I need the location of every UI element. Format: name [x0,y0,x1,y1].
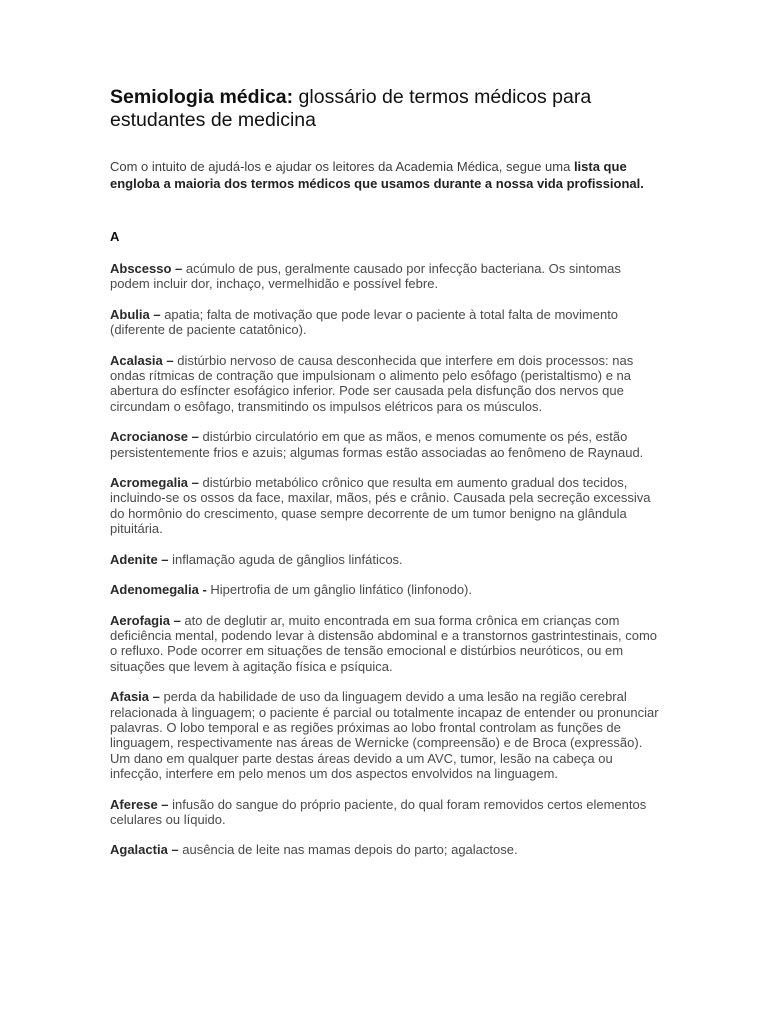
entry-definition: ato de deglutir ar, muito encontrada em sua forma crônica em crianças com deficiência mental, podendo levar à distensão abdominal e a transtornos gastrintestinais, como o refluxo. Pode ocorrer em situações de tensão emocional e distúrbios neuróticos, ou em situações que levem à agitação física e psíquica. [110,612,658,674]
entry-definition: distúrbio metabólico crônico que resulta em aumento gradual dos tecidos, incluindo-se os ossos da face, maxilar, mãos, pés e crânio. Causada pela secreção excessiva do hormônio do crescimento, quase sempre decorrente de um tumor benigno na glândula pituitária. [110,475,651,537]
glossary-entry [110,475,660,537]
glossary-entry [110,429,660,460]
glossary-entry [110,353,660,415]
page-title [110,86,660,132]
entry-definition: distúrbio circulatório em que as mãos, e menos comumente os pés, estão persistentemente frios e azuis; algumas formas estão associadas ao fenômeno de Raynaud. [110,429,644,460]
entry-definition: apatia; falta de motivação que pode levar o paciente à total falta de movimento (diferente de paciente catatônico). [110,306,619,338]
entry-definition: Hipertrofia de um gânglio linfático (linfonodo). [206,582,472,598]
section-letter: A [110,229,120,244]
glossary-entry [110,797,660,828]
intro-bold-text: lista que engloba a maioria dos termos médicos que usamos durante a nossa vida profissional. [110,159,644,191]
entry-definition: perda da habilidade de uso da linguagem devido a uma lesão na região cerebral relacionada à linguagem; o paciente é parcial ou totalmente incapaz de entender ou pronunciar palavras. O lobo temporal e as regiões próximas ao lobo frontal controlam as funções de linguagem, respectivamente nas áreas de Wernicke (compreensão) e de Broca (expressão). Um dano em qualquer parte destas áreas devido a um AVC, tumor, lesão na cabeça ou infecção, interfere em pelo menos um dos aspectos envolvidos na linguagem. [110,689,659,782]
glossary-entry [110,261,660,292]
glossary-entry [110,552,660,567]
entry-term: Acromegalia – [110,475,199,491]
glossary-entry [110,842,660,857]
entry-term: Aerofagia – [110,612,181,628]
entry-term: Adenomegalia - [110,582,207,598]
page-title-rest: glossário de termos médicos para estudantes de medicina [110,86,592,131]
entry-definition: ausência de leite nas mamas depois do parto; agalactose. [178,842,518,858]
entry-term: Agalactia – [110,842,179,858]
intro-paragraph [110,158,660,192]
entry-term: Aferese – [110,796,169,812]
glossary-entry [110,582,660,597]
intro-text: Com o intuito de ajudá-los e ajudar os leitores da Academia Médica, segue uma [110,159,574,174]
entry-term: Adenite – [110,551,169,567]
entry-term: Abulia – [110,306,161,322]
entry-definition: infusão do sangue do próprio paciente, do qual foram removidos certos elementos celulares ou líquido. [110,796,647,827]
entry-term: Acrocianose – [110,429,199,445]
glossary-entry [110,307,660,338]
glossary-entry [110,613,660,675]
page-title-bold: Semiologia médica: [110,86,294,108]
glossary-list [110,261,660,858]
entry-term: Afasia – [110,689,160,705]
entry-definition: distúrbio nervoso de causa desconhecida que interfere em dois processos: nas ondas rítmicas de contração que impulsionam o alimento pelo esôfago (peristaltismo) e na abertura do esfíncter esofágico inferior. Pode ser causada pela disfunção dos nervos que circundam o esôfago, transmitindo os impulsos elétricos para os músculos. [110,352,634,414]
entry-term: Abscesso – [110,261,183,276]
entry-term: Acalasia – [110,352,174,368]
entry-definition: acúmulo de pus, geralmente causado por infecção bacteriana. Os sintomas podem incluir dor, inchaço, vermelhidão e possível febre. [110,261,621,292]
entry-definition: inflamação aguda de gânglios linfáticos. [168,551,403,567]
glossary-entry [110,689,660,781]
